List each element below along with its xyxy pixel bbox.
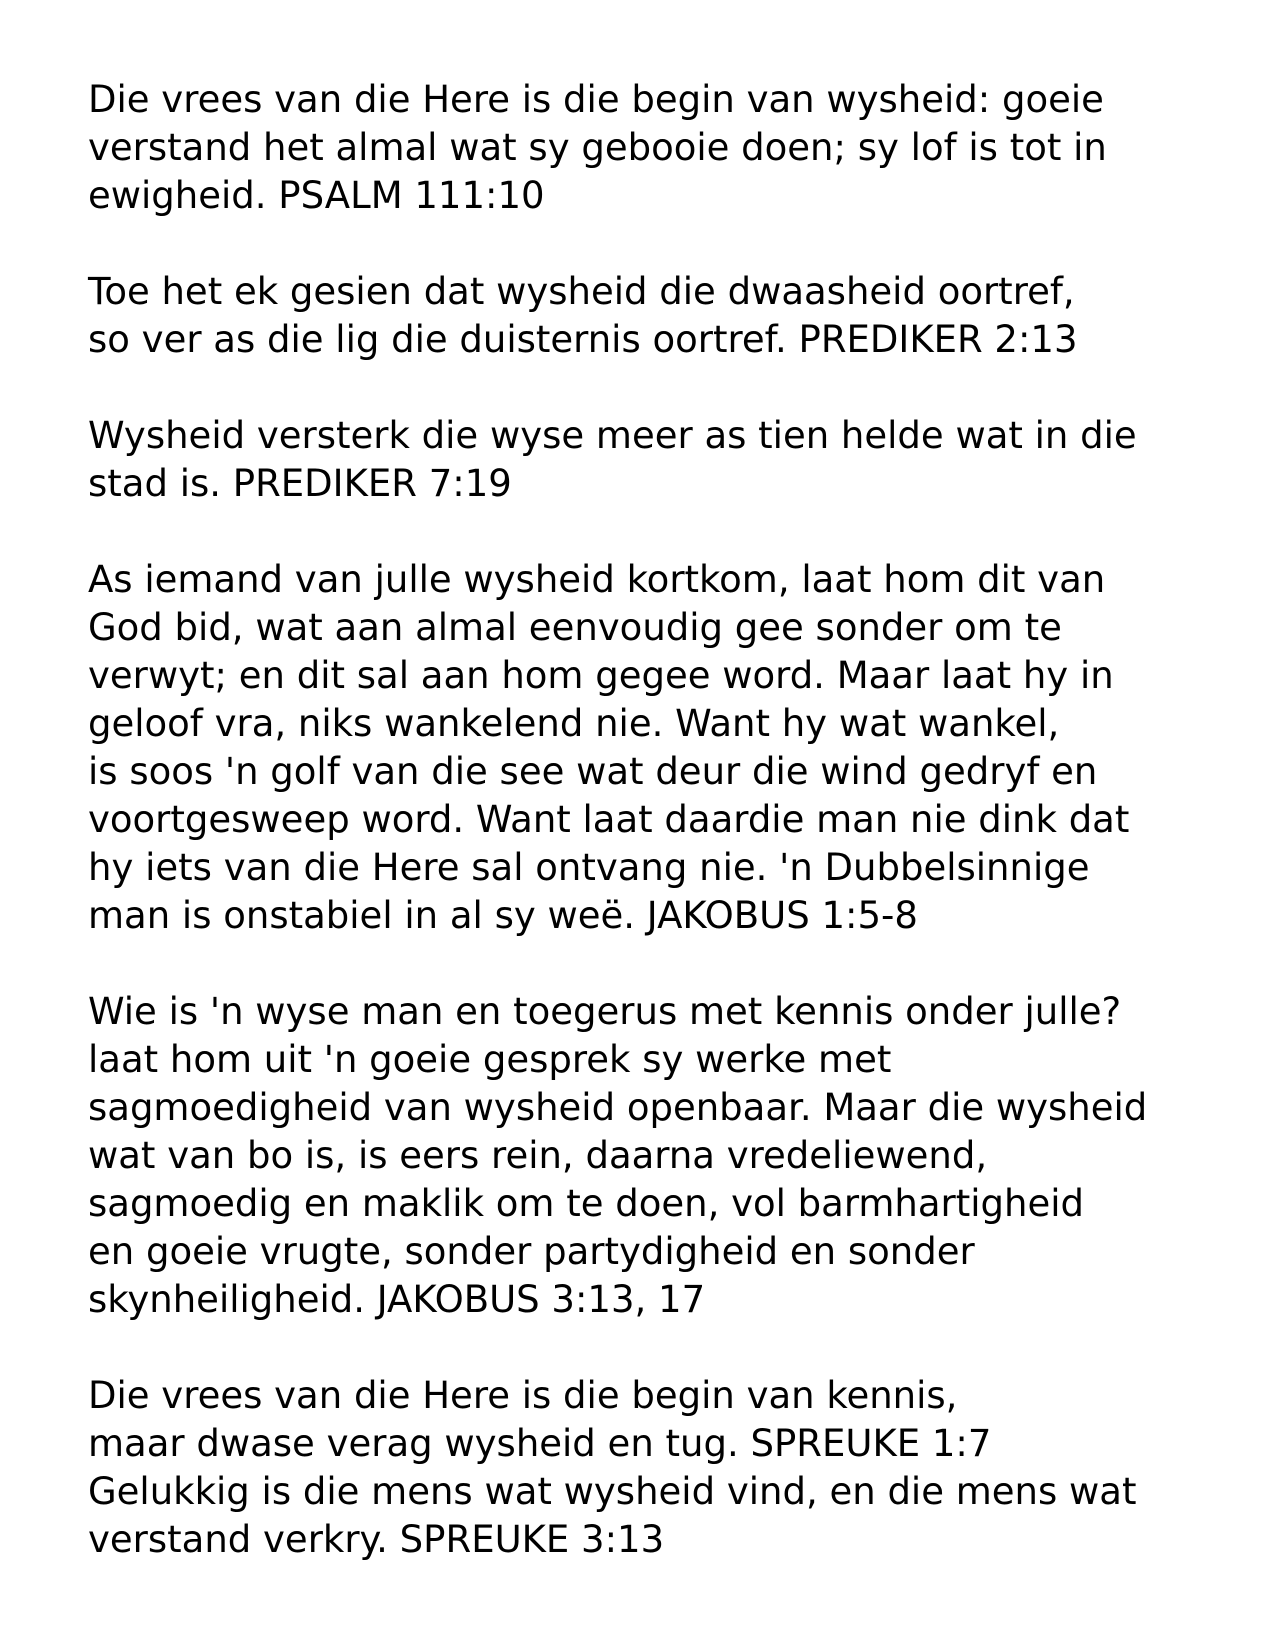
text-line: ewigheid. PSALM 111:10 [88,174,545,217]
text-line: voortgesweep word. Want laat daardie man nie dink dat [88,798,1130,841]
paragraph-gap [88,1324,1228,1372]
passage-jakobus-3-13-17 [88,988,1228,1324]
text-line: Gelukkig is die mens wat wysheid vind, en die mens wat [88,1470,1137,1513]
paragraph-gap [88,940,1228,988]
passage-prediker-2-13 [88,268,1228,364]
text-line: Die vrees van die Here is die begin van wysheid: goeie [88,78,1104,121]
text-line: Wysheid versterk die wyse meer as tien helde wat in die [88,414,1137,457]
text-line: sagmoedig en maklik om te doen, vol barmhartigheid [88,1182,1085,1225]
text-line: so ver as die lig die duisternis oortref. PREDIKER 2:13 [88,318,1078,361]
text-line: stad is. PREDIKER 7:19 [88,462,512,505]
paragraph-gap [88,508,1228,556]
text-line: sagmoedigheid van wysheid openbaar. Maar die wysheid [88,1086,1148,1129]
text-line: Wie is 'n wyse man en toegerus met kennis onder julle? [88,990,1122,1033]
text-line: verwyt; en dit sal aan hom gegee word. Maar laat hy in [88,654,1114,697]
text-line: Die vrees van die Here is die begin van kennis, [88,1374,958,1417]
passage-jakobus-1-5-8 [88,556,1228,940]
text-line: Toe het ek gesien dat wysheid die dwaasheid oortref, [88,270,1075,313]
passage-psalm-111-10 [88,76,1228,220]
text-line: maar dwase verag wysheid en tug. SPREUKE 1:7 [88,1422,992,1465]
text-line: hy iets van die Here sal ontvang nie. 'n Dubbelsinnige [88,846,1090,889]
text-line: en goeie vrugte, sonder partydigheid en sonder [88,1230,975,1273]
passage-prediker-7-19 [88,412,1228,508]
passage-spreuke [88,1372,1228,1564]
text-line: verstand verkry. SPREUKE 3:13 [88,1518,665,1561]
text-line: laat hom uit 'n goeie gesprek sy werke met [88,1038,892,1081]
text-line: verstand het almal wat sy gebooie doen; sy lof is tot in [88,126,1107,169]
text-line: wat van bo is, is eers rein, daarna vredeliewend, [88,1134,988,1177]
text-line: is soos 'n golf van die see wat deur die wind gedryf en [88,750,1098,793]
text-line: As iemand van julle wysheid kortkom, laat hom dit van [88,558,1106,601]
text-line: geloof vra, niks wankelend nie. Want hy wat wankel, [88,702,1060,745]
text-line: God bid, wat aan almal eenvoudig gee sonder om te [88,606,1062,649]
paragraph-gap [88,364,1228,412]
text-line: skynheiligheid. JAKOBUS 3:13, 17 [88,1278,706,1321]
document-page [88,76,1228,1564]
text-line: man is onstabiel in al sy weë. JAKOBUS 1:5-8 [88,894,918,937]
paragraph-gap [88,220,1228,268]
